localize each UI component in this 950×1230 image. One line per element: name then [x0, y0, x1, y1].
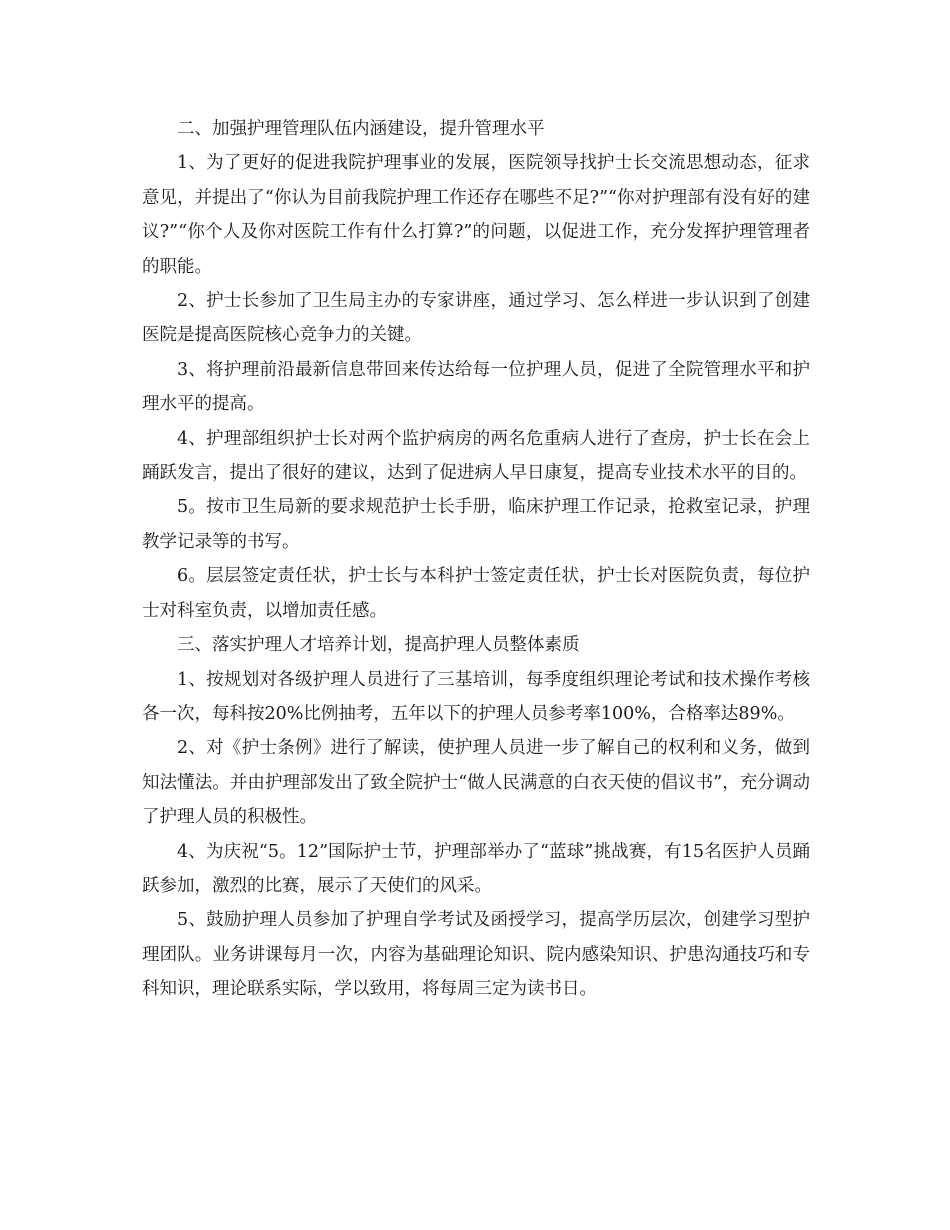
paragraph-item-5: 5、鼓励护理人员参加了护理自学考试及函授学习，提高学历层次，创建学习型护理团队。业务讲课每月一次，内容为基础理论知识、院内感染知识、护患沟通技巧和专科知识，理论联系实际，学以致用，将每周三定为读书日。 — [142, 910, 810, 1000]
paragraph-item-4: 4、护理部组织护士长对两个监护病房的两名危重病人进行了查房，护士长在会上踊跃发言，提出了很好的建议，达到了促进病人早日康复，提高专业技术水平的目的。 — [142, 428, 810, 484]
section-heading-3: 三、落实护理人才培养计划，提高护理人员整体素质 — [177, 635, 580, 656]
paragraph-item-1: 1、按规划对各级护理人员进行了三基培训，每季度组织理论考试和技术操作考核各一次，每科按20%比例抽考，五年以下的护理人员参考率100%，合格率达89%。 — [142, 669, 810, 724]
paragraph-item-6: 6。层层签定责任状，护士长与本科护士签定责任状，护士长对医院负责，每位护士对科室负责，以增加责任感。 — [142, 566, 810, 621]
paragraph-item-3: 3、将护理前沿最新信息带回来传达给每一位护理人员，促进了全院管理水平和护理水平的提高。 — [142, 359, 810, 415]
paragraph-item-4: 4、为庆祝“5。12”国际护士节，护理部举办了“蓝球”挑战赛，有15名医护人员踊跃参加，激烈的比赛，展示了天使们的风采。 — [142, 841, 810, 896]
paragraph-item-2: 2、护士长参加了卫生局主办的专家讲座，通过学习、怎么样进一步认识到了创建医院是提高医院核心竞争力的关键。 — [142, 291, 810, 346]
paragraph-item-5: 5。按市卫生局新的要求规范护士长手册，临床护理工作记录，抢救室记录，护理教学记录等的书写。 — [142, 497, 810, 552]
section-heading-2: 二、加强护理管理队伍内涵建设，提升管理水平 — [177, 119, 545, 139]
document-body — [142, 112, 810, 1007]
paragraph-item-1: 1、为了更好的促进我院护理事业的发展，医院领导找护士长交流思想动态，征求意见，并提出了“你认为目前我院护理工作还存在哪些不足?”“你对护理部有没有好的建议?”“你个人及你对医院工作有什么打算?”的问题，以促进工作，充分发挥护理管理者的职能。 — [142, 153, 810, 277]
paragraph-item-2: 2、对《护士条例》进行了解读，使护理人员进一步了解自己的权利和义务，做到知法懂法。并由护理部发出了致全院护士“做人民满意的白衣天使的倡议书”，充分调动了护理人员的积极性。 — [142, 738, 810, 828]
